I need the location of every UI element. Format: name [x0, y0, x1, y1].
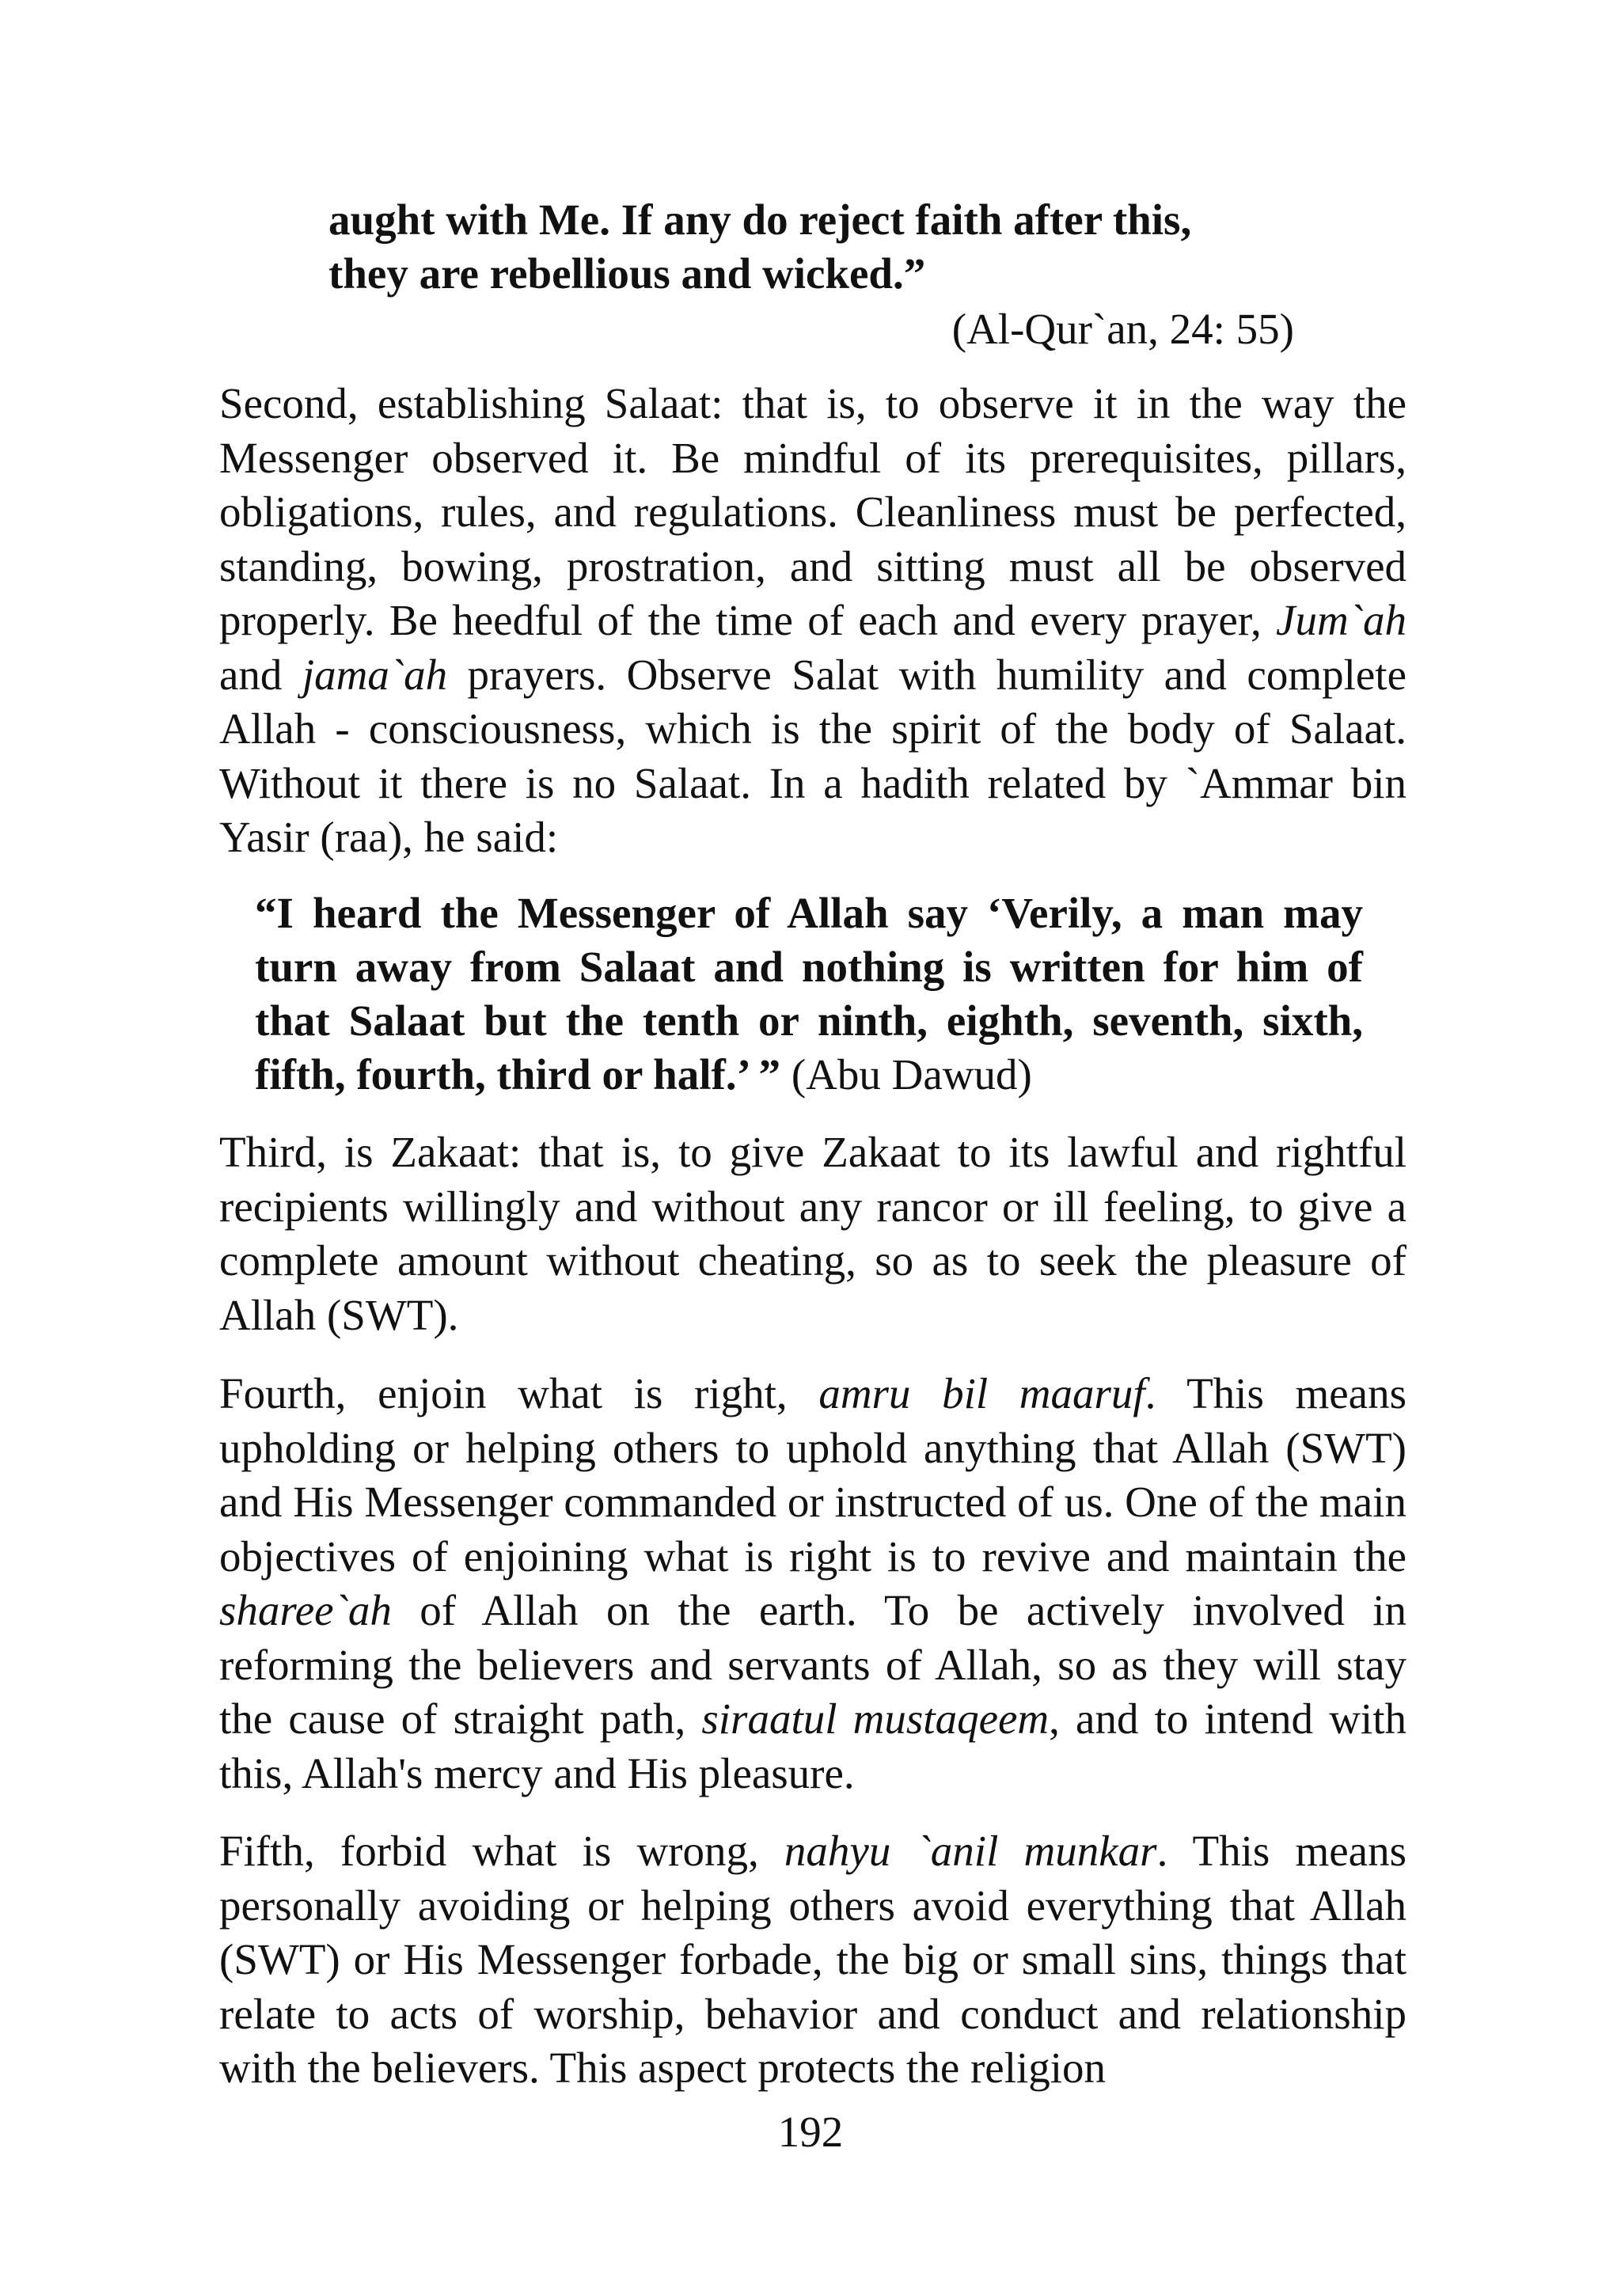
paragraph-text: and	[219, 650, 302, 699]
hadith-quote	[255, 886, 1363, 1102]
paragraph-forbid-wrong	[219, 1824, 1407, 2096]
verse-reference: (Al-Qur`an, 24: 55)	[951, 305, 1294, 353]
paragraph-zakaat	[219, 1125, 1407, 1342]
quran-verse-continuation	[328, 193, 1350, 301]
paragraph-salaat	[219, 377, 1407, 865]
page-number: 192	[777, 2108, 844, 2156]
paragraph-text: , and to intend with this, Allah's mercy and His pleasure.	[219, 1694, 1407, 1797]
italic-term: sharee`ah	[219, 1586, 392, 1634]
paragraph-enjoin-right	[219, 1367, 1407, 1801]
paragraph-text: . This means personally avoiding or helping others avoid everything that Allah (SWT) or His Messenger forbade, the big or small sins, things that relate to acts of worship, behavior and conduct and relationship with the believers. This aspect protects the religion	[219, 1827, 1407, 2092]
verse-line-2: they are rebellious and wicked.”	[328, 249, 926, 298]
paragraph-text: Second, establishing Salaat: that is, to observe it in the way the Messenger observed it. Be mindful of its prerequisites, pillars, obligations, rules, and regulations. Cleanliness must be perfected, standing, bowing, prostration, and sitting must all be observed properly. Be heedful of the time of each and every prayer,	[219, 379, 1407, 644]
italic-term: jama`ah	[302, 650, 448, 699]
book-page	[219, 0, 1407, 2296]
paragraph-text: . This means upholding or helping others to uphold anything that Allah (SWT) and His Messenger commanded or instructed of us. One of the main objectives of enjoining what is right is to revive and maintain the	[219, 1369, 1407, 1581]
paragraph-text: Fifth, forbid what is wrong,	[219, 1827, 784, 1875]
hadith-text: “I heard the Messenger of Allah say ‘Verily, a man may turn away from Salaat and nothing is written for him of that Salaat but the tenth or ninth, eighth, seventh, sixth, fifth, fourth, third or half.’ ”	[255, 889, 1363, 1099]
paragraph-text: of Allah on the earth. To be actively involved in reforming the believers and servants of Allah, so as they will stay the cause of straight path,	[219, 1586, 1407, 1743]
paragraph-text: Fourth, enjoin what is right,	[219, 1369, 819, 1417]
paragraph-text: prayers. Observe Salat with humility and complete Allah - consciousness, which is the spirit of the body of Salaat. Without it there is no Salaat. In a hadith related by `Ammar bin Yasir (raa), he said:	[219, 650, 1407, 861]
italic-term: siraatul mustaqeem	[701, 1694, 1050, 1743]
italic-term: nahyu `anil munkar	[784, 1827, 1157, 1875]
verse-line-1: aught with Me. If any do reject faith after this,	[328, 195, 1192, 244]
italic-term: Jum`ah	[1276, 596, 1407, 644]
italic-term: amru bil maaruf	[818, 1369, 1145, 1417]
hadith-source: (Abu Dawud)	[780, 1050, 1032, 1099]
paragraph-text: Third, is Zakaat: that is, to give Zakaat to its lawful and rightful recipients willingly and without any rancor or ill feeling, to give a complete amount without cheating, so as to seek the pleasure of Allah (SWT).	[219, 1128, 1407, 1339]
